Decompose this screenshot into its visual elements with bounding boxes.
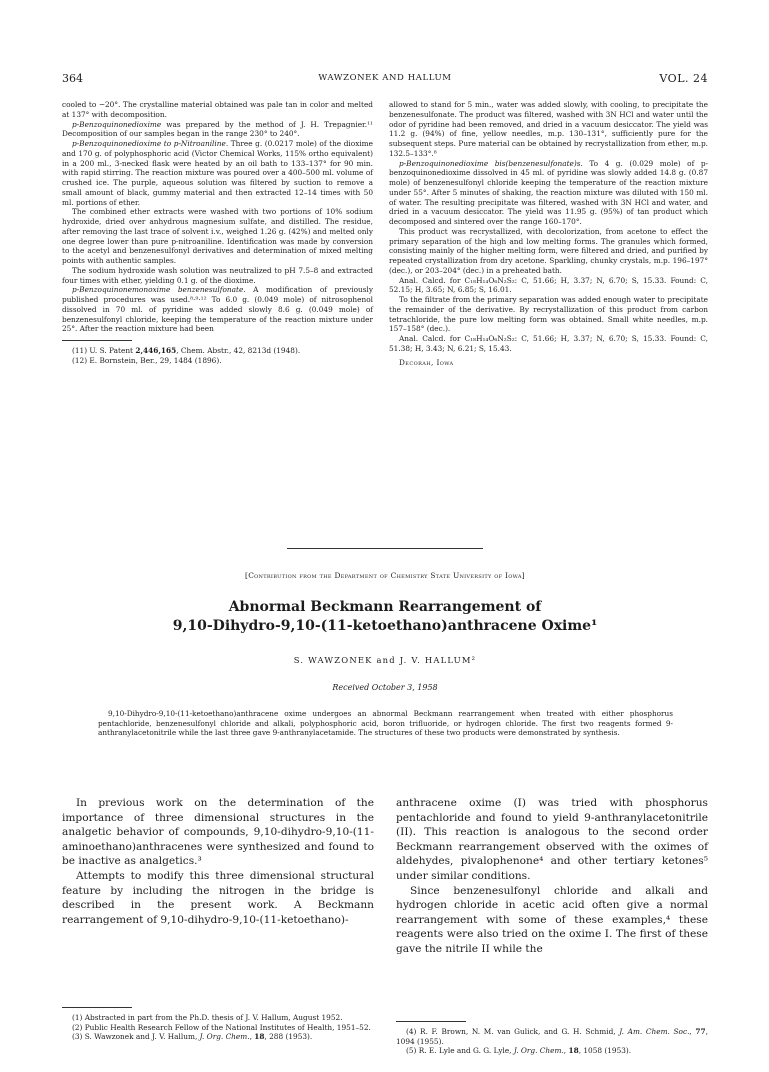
paragraph: cooled to −20°. The crystalline material obtained was pale tan in color and melted at 137° with decomposition. <box>62 100 373 119</box>
title-line: 9,10-Dihydro-9,10-(11-ketoethano)anthracene Oxime¹ <box>172 618 598 634</box>
title-line: Abnormal Beckmann Rearrangement of <box>228 599 542 615</box>
authors-line: S. WAWZONEK and J. V. HALLUM² <box>293 655 477 665</box>
paragraph: allowed to stand for 5 min., water was added slowly, with cooling, to precipitate the benzenesulfonate. The product was filtered, washed with 3N HCl and water until the odor of pyridine had been removed, and dried in a vacuum desiccator. The yield was 11.2 g. (94%) of fine, yellow needles, m.p. 130–131°, sufficiently pure for the subsequent steps. Pure material can be obtained by recrystallization from ether, m.p. 132.5–133°.⁸ <box>389 100 708 158</box>
right-text-column <box>389 100 708 367</box>
section-heading: p-Benzoquinonedioxime bis(benzenesulfonate)s. <box>399 158 583 168</box>
body-left-column <box>62 796 374 927</box>
footnotes-left <box>62 1001 374 1042</box>
footnote: (11) U. S. Patent 2,446,165, Chem. Abstr., 42, 8213d (1948). <box>72 346 301 355</box>
paragraph: p-Benzoquinonedioxime to p-Nitroaniline. Three g. (0.0217 mole) of the dioxime and 170 g. of polyphosphoric acid (Victor Chemical Works, 115% ortho equivalent) in a 200 ml., 3-necked flask were heated by an oil bath to 133–137° for 90 min. with rapid stirring. The reaction mixture was poured over a 400–500 ml. volume of crushed ice. The purple, aqueous solution was filtered by suction to remove a small amount of black, gummy material and then extracted 12–14 times with 50 ml. portions of ether. <box>62 139 373 207</box>
footnote: (1) Abstracted in part from the Ph.D. thesis of J. V. Hallum, August 1952. <box>72 1013 343 1022</box>
paragraph: anthracene oxime (I) was tried with phosphorus pentachloride and found to yield 9-anthranylacetonitrile (II). This reaction is analogous to the second order Beckmann rearrangement observed with the oximes of aldehydes, pivalophenone⁴ and other tertiary ketones⁵ under similar conditions. <box>396 797 708 882</box>
left-text-column <box>62 100 373 365</box>
analysis-paragraph: Anal. Calcd. for C₁₈H₁₄O₆N₂S₂: C, 51.66; H, 3.37; N, 6.70; S, 15.33. Found: C, 51.38; H, 3.43; N, 6.21; S, 15.43. <box>389 334 708 353</box>
abstract: 9,10-Dihydro-9,10-(11-ketoethano)anthracene oxime undergoes an abnormal Beckmann rearrangement when treated with either phosphorus pentachloride, benzenesulfonyl chloride and alkali, polyphosphoric acid, boron trifluoride, or hydrogen chloride. The first two reagents formed 9-anthranylacetonitrile while the last three gave 9-anthranylacetamide. The structures of these two products were demonstrated by synthesis. <box>98 709 673 738</box>
article-divider <box>287 548 483 549</box>
footnote-separator <box>62 1007 132 1008</box>
paragraph: To the filtrate from the primary separation was added enough water to precipitate the remainder of the derivative. By recrystallization of this product from carbon tetrachloride, the pure low melting form was obtained. Small white needles, m.p. 157–158° (dec.). <box>389 295 708 334</box>
page-header <box>62 72 708 86</box>
footnote: (4) R. F. Brown, N. M. van Gulick, and G. H. Schmid, J. Am. Chem. Soc., 77, 1094 (1955). <box>396 1027 708 1046</box>
paragraph: This product was recrystallized, with decolorization, from acetone to effect the primary separation of the high and low melting forms. The granules which formed, consisting mainly of the higher melting form, were filtered and dried, and purified by repeated crystallization from dry acetone. Sparkling, chunky crystals, m.p. 196–197° (dec.), or 203–204° (dec.) in a preheated bath. <box>389 226 708 275</box>
location-line: Decorah, Iowa <box>399 357 454 367</box>
received-date: Received October 3, 1958 <box>332 683 438 692</box>
volume-label: VOL. 24 <box>659 72 708 85</box>
section-heading: p-Benzoquinonedioxime <box>72 119 162 129</box>
footnote: (3) S. Wawzonek and J. V. Hallum, J. Org. Chem., 18, 288 (1953). <box>72 1032 313 1042</box>
paragraph: Attempts to modify this three dimensional structural feature by including the nitrogen in the bridge is described in the present work. A Beckmann rearrangement of 9,10-dihydro-9,10-(11-ketoethano)- <box>62 869 374 926</box>
footnote: (5) R. E. Lyle and G. G. Lyle, J. Org. Chem., 18, 1058 (1953). <box>406 1046 632 1056</box>
paragraph: The combined ether extracts were washed with two portions of 10% sodium hydroxide, dried over anhydrous magnesium sulfate, and distilled. The residue, after removing the last trace of solvent i.v., weighed 1.26 g. (42%) and melted only one degree lower than pure p-nitroaniline. Identification was made by conversion to the acetyl and benzenesulfonyl derivatives and determination of mixed melting points with authentic samples. <box>62 207 373 265</box>
article-title <box>62 598 708 636</box>
page-number: 364 <box>62 72 83 85</box>
paragraph: The sodium hydroxide wash solution was neutralized to pH 7.5–8 and extracted four times with ether, yielding 0.1 g. of the dioxime. <box>62 265 373 285</box>
footnote: (12) E. Bornstein, Ber., 29, 1484 (1896). <box>72 355 222 365</box>
paragraph: Since benzenesulfonyl chloride and alkali and hydrogen chloride in acetic acid often give a normal rearrangement with some of these examples,⁴ these reagents were also tried on the oxime I. The first of these gave the nitrile II while the <box>396 884 708 955</box>
running-title: WAWZONEK AND HALLUM <box>318 73 452 83</box>
contribution-line: [Contribution from the Department of Chemistry State University of Iowa] <box>245 571 525 580</box>
paragraph: p-Benzoquinonedioxime was prepared by the method of J. H. Trepagnier.¹¹ Decomposition of our samples began in the range 230° to 240°. <box>62 119 373 139</box>
section-heading: p-Benzoquinonemonoxime benzenesulfonate. <box>72 285 246 295</box>
paragraph: In previous work on the determination of the importance of three dimensional structures in the analgetic behavior of compounds, 9,10-dihydro-9,10-(11-aminoethano)anthracenes were synthesized and found to be inactive as analgetics.³ <box>62 797 374 868</box>
body-right-column <box>396 796 708 957</box>
paragraph: p-Benzoquinonedioxime bis(benzenesulfonate)s. To 4 g. (0.029 mole) of p-benzoquinonedioxime dissolved in 45 ml. of pyridine was slowly added 14.8 g. (0.87 mole) of benzenesulfonyl chloride keeping the temperature of the reaction mixture under 55°. After 5 minutes of shaking, the reaction mixture was diluted with 150 ml. of water. The resulting precipitate was filtered, washed with 3N HCl and water, and dried in a vacuum desiccator. The yield was 11.95 g. (95%) of tan product which decomposed and sintered over the range 160–170°. <box>389 158 708 226</box>
footnote: (2) Public Health Research Fellow of the National Institutes of Health, 1951–52. <box>72 1022 371 1032</box>
footnote-separator <box>396 1021 466 1022</box>
paragraph: p-Benzoquinonemonoxime benzenesulfonate. A modification of previously published procedures was used.⁸·⁹·¹² To 6.0 g. (0.049 mole) of nitrosophenol dissolved in 70 ml. of pyridine was added slowly 8.6 g. (0.049 mole) of benzenesulfonyl chloride, keeping the temperature of the reaction mixture under 25°. After the reaction mixture had been <box>62 285 373 334</box>
analysis-paragraph: Anal. Calcd. for C₁₈H₁₄O₆N₂S₂: C, 51.66; H, 3.37; N, 6.70; S, 15.33. Found: C, 52.15; H, 3.65; N, 6.85; S, 16.01. <box>389 275 708 295</box>
section-heading: p-Benzoquinonedioxime to p-Nitroaniline. <box>72 139 229 148</box>
footnote-separator <box>62 340 132 341</box>
footnotes-right <box>396 1015 708 1056</box>
